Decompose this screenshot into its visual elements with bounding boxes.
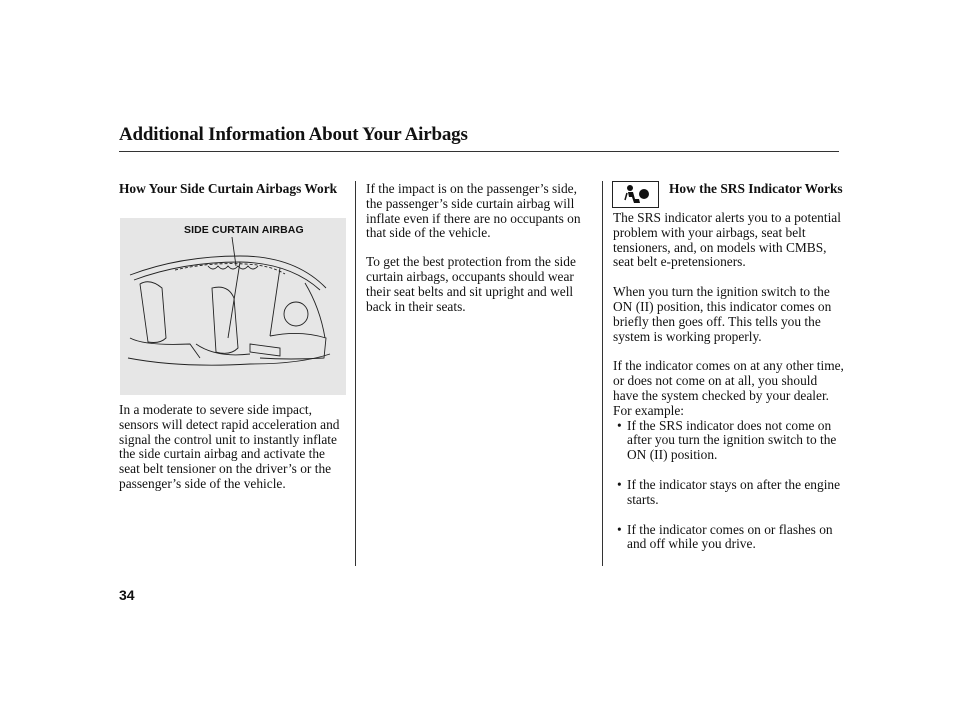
section-heading-side-curtain: How Your Side Curtain Airbags Work: [119, 181, 338, 196]
column-left: [119, 182, 347, 197]
srs-indicator-icon: [612, 181, 659, 208]
paragraph-side-impact: In a moderate to severe side impact, sensors will detect rapid acceleration and signal the control unit to instantly inflate the side curtain airbag and activate the seat belt tensioner on the driver’s or the passenger’s side of the vehicle.: [119, 402, 340, 491]
title-divider: [119, 151, 839, 152]
list-item: • If the indicator stays on after the engine starts.: [613, 478, 845, 508]
section-heading-srs: How the SRS Indicator Works: [669, 181, 843, 196]
page-title: Additional Information About Your Airbags: [119, 124, 468, 145]
paragraph-passenger-side: If the impact is on the passenger’s side, the passenger’s side curtain airbag will inflate even if there are no occupants on that side of the vehicle.: [366, 181, 581, 241]
srs-airbag-symbol-icon: [613, 182, 658, 207]
side-curtain-airbag-figure: [120, 218, 346, 395]
figure-label: SIDE CURTAIN AIRBAG: [184, 224, 304, 236]
paragraph-ignition: When you turn the ignition switch to the ON (II) position, this indicator comes on briefly then goes off. This tells you the system is working properly.: [613, 284, 832, 344]
paragraph-indicator-other: If the indicator comes on at any other time, or does not come on at all, you should have the system checked by your dealer. For example:: [613, 358, 844, 418]
list-item: • If the indicator comes on or flashes on and off while you drive.: [613, 523, 845, 553]
paragraph-srs-alerts: The SRS indicator alerts you to a potential problem with your airbags, seat belt tensioners, and, on models with CMBS, seat belt e-pretensioners.: [613, 210, 841, 270]
column-divider-1: [355, 181, 356, 566]
column-left-body: [119, 403, 347, 492]
indicator-examples-list: [613, 419, 845, 553]
page-number: 34: [119, 587, 135, 603]
car-interior-illustration-icon: [120, 218, 346, 395]
column-middle: [366, 182, 596, 314]
column-divider-2: [602, 181, 603, 566]
srs-heading-block: [669, 182, 844, 197]
column-right: [613, 211, 845, 552]
list-item: • If the SRS indicator does not come on after you turn the ignition switch to the ON (II) position.: [613, 419, 845, 463]
paragraph-best-protection: To get the best protection from the side curtain airbags, occupants should wear their seat belts and sit upright and well back in their seats.: [366, 254, 576, 314]
